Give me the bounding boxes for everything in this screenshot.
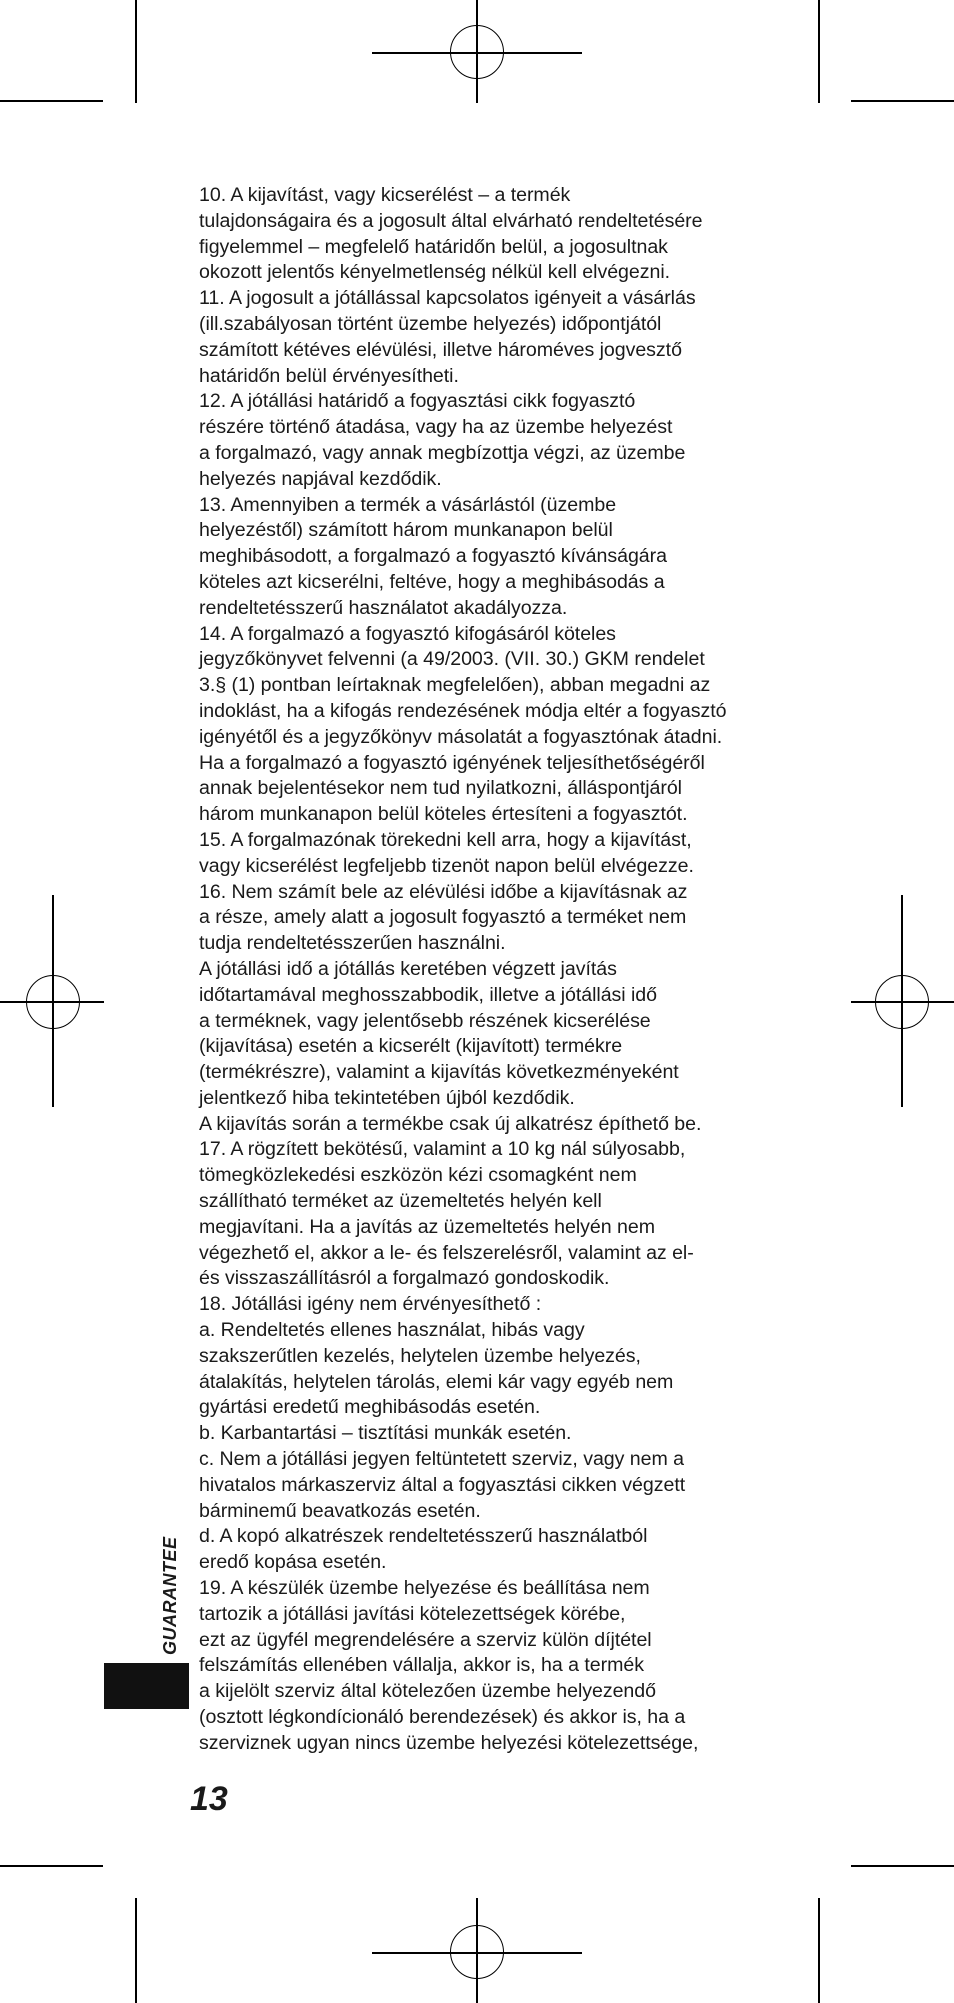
- text-line: b. Karbantartási – tisztítási munkák esetén.: [199, 1422, 572, 1445]
- text-line: okozott jelentős kényelmetlenség nélkül kell elvégezni.: [199, 261, 671, 284]
- text-line: A jótállási idő a jótállás keretében végzett javítás: [199, 957, 617, 980]
- text-line: vagy kicserélést legfeljebb tizenöt napon belül elvégezze.: [199, 854, 694, 877]
- text-line: köteles azt kicserélni, feltéve, hogy a meghibásodás a: [199, 570, 665, 593]
- text-line: meghibásodott, a forgalmazó a fogyasztó kívánságára: [199, 545, 667, 568]
- text-line: a kijelölt szerviz által kötelezően üzembe helyezendő: [199, 1680, 656, 1703]
- crop-mark: [135, 1898, 137, 2003]
- text-line: (osztott légkondícionáló berendezések) és akkor is, ha a: [199, 1706, 686, 1729]
- text-line: szállítható terméket az üzemeltetés helyén kell: [199, 1190, 602, 1213]
- text-line: időtartamával meghosszabbodik, illetve a jótállási idő: [199, 983, 658, 1006]
- text-line: helyezéstől) számított három munkanapon belül: [199, 519, 613, 542]
- text-line: határidőn belül érvényesítheti.: [199, 364, 459, 387]
- text-line: számított kétéves elévülési, illetve hároméves jogvesztő: [199, 338, 682, 361]
- text-line: jelentkező hiba tekintetében újból kezdődik.: [199, 1086, 575, 1109]
- text-line: részére történő átadása, vagy ha az üzembe helyezést: [199, 416, 673, 439]
- section-label: GUARANTEE: [160, 1536, 180, 1655]
- text-line: 19. A készülék üzembe helyezése és beállítása nem: [199, 1577, 650, 1600]
- text-line: (kijavítása) esetén a kicserélt (kijavított) termékre: [199, 1035, 623, 1058]
- text-line: a forgalmazó, vagy annak megbízottja végzi, az üzembe: [199, 441, 686, 464]
- section-tab-marker: [104, 1663, 189, 1709]
- text-line: 11. A jogosult a jótállással kapcsolatos igényeit a vásárlás: [199, 287, 696, 310]
- text-line: a terméknek, vagy jelentősebb részének kicserélése: [199, 1009, 651, 1032]
- page-number: 13: [190, 1780, 228, 1818]
- text-line: megjavítani. Ha a javítás az üzemeltetés helyén nem: [199, 1215, 655, 1238]
- text-line: gyártási eredetű meghibásodás esetén.: [199, 1396, 541, 1419]
- text-line: rendeltetésszerű használatot akadályozza.: [199, 596, 568, 619]
- text-line: 16. Nem számít bele az elévülési időbe a kijavításnak az: [199, 880, 688, 903]
- text-line: felszámítás ellenében vállalja, akkor is, ha a termék: [199, 1654, 644, 1677]
- text-line: a. Rendeltetés ellenes használat, hibás vagy: [199, 1319, 585, 1342]
- text-line: 13. Amennyiben a termék a vásárlástól (üzembe: [199, 493, 617, 516]
- text-line: Ha a forgalmazó a fogyasztó igényének teljesíthetőségéről: [199, 751, 705, 774]
- text-line: három munkanapon belül köteles értesíteni a fogyasztót.: [199, 803, 688, 826]
- crop-mark: [135, 0, 137, 103]
- text-line: tartozik a jótállási javítási kötelezettségek körébe,: [199, 1602, 626, 1625]
- crop-mark: [0, 1865, 103, 1867]
- crop-mark: [818, 1898, 820, 2003]
- text-line: szerviznek ugyan nincs üzembe helyezési kötelezettsége,: [199, 1731, 699, 1754]
- text-line: 14. A forgalmazó a fogyasztó kifogásáról köteles: [199, 622, 616, 645]
- text-line: és visszaszállításról a forgalmazó gondoskodik.: [199, 1267, 610, 1290]
- text-line: átalakítás, helytelen tárolás, elemi kár vagy egyéb nem: [199, 1370, 674, 1393]
- crop-mark: [851, 1865, 954, 1867]
- crop-mark: [0, 100, 103, 102]
- text-line: d. A kopó alkatrészek rendeltetésszerű használatból: [199, 1525, 648, 1548]
- text-line: bárminemű beavatkozás esetén.: [199, 1499, 481, 1522]
- text-line: helyezés napjával kezdődik.: [199, 467, 442, 490]
- text-line: 10. A kijavítást, vagy kicserélést – a termék: [199, 184, 571, 206]
- text-line: igényétől és a jegyzőkönyv másolatát a fogyasztónak átadni.: [199, 725, 723, 748]
- text-line: eredő kopása esetén.: [199, 1551, 387, 1574]
- text-line: hivatalos márkaszerviz által a fogyasztási cikken végzett: [199, 1473, 686, 1496]
- text-line: 12. A jótállási határidő a fogyasztási cikk fogyasztó: [199, 390, 636, 413]
- text-line: ezt az ügyfél megrendelésére a szerviz külön díjtétel: [199, 1628, 652, 1651]
- text-line: (termékrészre), valamint a kijavítás következményeként: [199, 1061, 679, 1084]
- text-line: tulajdonságaira és a jogosult által elvárható rendeltetésére: [199, 209, 703, 232]
- text-line: figyelemmel – megfelelő határidőn belül, a jogosultnak: [199, 235, 668, 258]
- text-line: tudja rendeltetésszerűen használni.: [199, 932, 506, 955]
- guarantee-text: [199, 183, 769, 1757]
- text-line: 3.§ (1) pontban leírtaknak megfelelően), abban megadni az: [199, 674, 711, 697]
- text-line: 18. Jótállási igény nem érvényesíthető :: [199, 1293, 542, 1316]
- text-line: szakszerűtlen kezelés, helytelen üzembe helyezés,: [199, 1344, 641, 1367]
- crop-mark: [851, 100, 954, 102]
- text-line: tömegközlekedési eszközön kézi csomagként nem: [199, 1164, 637, 1187]
- text-line: A kijavítás során a termékbe csak új alkatrész építhető be.: [199, 1112, 702, 1135]
- text-line: jegyzőkönyvet felvenni (a 49/2003. (VII. 30.) GKM rendelet: [199, 648, 705, 671]
- text-line: végezhető el, akkor a le- és felszerelésről, valamint az el-: [199, 1241, 694, 1264]
- text-line: indoklást, ha a kifogás rendezésének módja eltér a fogyasztó: [199, 699, 727, 722]
- text-line: a része, amely alatt a jogosult fogyasztó a terméket nem: [199, 906, 687, 929]
- text-line: (ill.szabályosan történt üzembe helyezés) időpontjától: [199, 312, 662, 335]
- text-line: c. Nem a jótállási jegyen feltüntetett szerviz, vagy nem a: [199, 1448, 684, 1471]
- text-line: 15. A forgalmazónak törekedni kell arra, hogy a kijavítást,: [199, 828, 692, 851]
- text-line: 17. A rögzített bekötésű, valamint a 10 kg nál súlyosabb,: [199, 1138, 686, 1161]
- text-line: annak bejelentésekor nem tud nyilatkozni, álláspontjáról: [199, 777, 682, 800]
- crop-mark: [818, 0, 820, 103]
